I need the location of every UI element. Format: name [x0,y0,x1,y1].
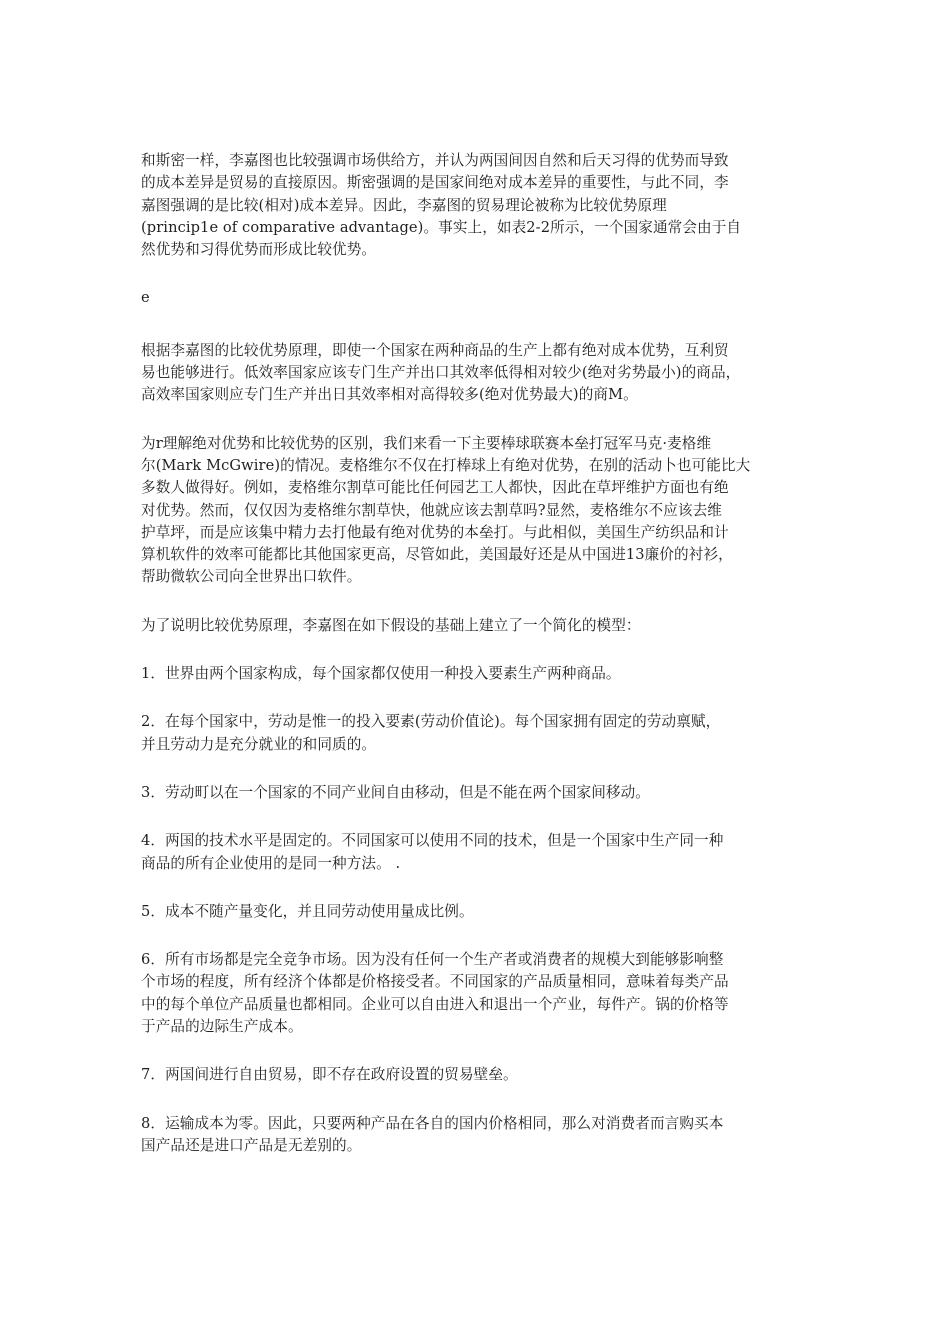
list-item-assumption-6: 6．所有市场都是完全竞争市场。因为没有任何一个生产者或消费者的规模大到能够影响整 个市场的程度，所有经济个体都是价格接受者。不同国家的产品质量相同，意味着每类产品 中的每个单位产品质量也都相同。企业可以自由进入和退出一个产业，每件产。锅的价格等 于产品的边际生产成本。 [141,951,729,1036]
list-item-assumption-2: 2．在每个国家中，劳动是惟一的投入要素(劳动价值论)。每个国家拥有固定的劳动禀赋， 并且劳动力是充分就业的和同质的。 [141,713,721,753]
paragraph-model-intro: 为了说明比较优势原理，李嘉图在如下假设的基础上建立了一个简化的模型： [141,616,641,634]
list-item-assumption-1: 1．世界由两个国家构成，每个国家都仅使用一种投入要素生产两种商品。 [141,665,621,683]
paragraph-ricardo-intro: 和斯密一样，李嘉图也比较强调市场供给方，并认为两国间因自然和后天习得的优势而导致 的成本差异是贸易的直接原因。斯密强调的是国家间绝对成本差异的重要性，与此不同，李 嘉图强调的是比较(相对)成本差异。因此，李嘉图的贸易理论被称为比较优势原理 (princip1e of comparative advantage)。事实上，如表2-2所示，一个国家通常会由于自 然优势和习得优势而形成比较优势。 [141,152,742,259]
list-item-assumption-7: 7．两国间进行自由贸易，即不存在政府设置的贸易壁垒。 [141,1066,518,1084]
list-item-assumption-3: 3．劳动町以在一个国家的不同产业间自由移动，但是不能在两个国家间移动。 [141,783,650,801]
list-item-assumption-4: 4．两国的技术水平是固定的。不同国家可以使用不同的技术，但是一个国家中生产同一种 商品的所有企业使用的是同一种方法。 . [141,832,724,872]
list-item-assumption-8: 8．运输成本为零。因此，只要两种产品在各自的国内价格相同，那么对消费者而言购买本 国产品还是进口产品是无差别的。 [141,1114,724,1154]
list-item-assumption-5: 5．成本不随产量变化，并且同劳动使用量成比例。 [141,902,474,920]
paragraph-stray-char: e [141,289,150,307]
paragraph-mcgwire-example: 为r理解绝对优势和比较优势的区别，我们来看一下主要棒球联赛本垒打冠军马克·麦格维 尔(Mark McGwire)的情况。麦格维尔不仅在打棒球上有绝对优势，在别的活动卜也可能比大 多数人做得好。例如，麦格维尔割草可能比任何园艺工人都快，因此在草坪维护方面也有绝 对优势。然而，仅仅因为麦格维尔割草快，他就应该去割草吗?显然，麦格维尔不应该去维 护草坪，而是应该集中精力去打他最有绝对优势的本垒打。与此相似，美国生产纺织品和计 算机软件的效率可能都比其他国家更高，尽管如此，美国最好还是从中国进13廉价的衬衫， 帮助微软公司向全世界出口软件。 [141,434,751,586]
paragraph-comparative-advantage: 根据李嘉图的比较优势原理，即使一个国家在两种商品的生产上都有绝对成本优势，互利贸 易也能够进行。低效率国家应该专门生产并出口其效率低得相对较少(绝对劣势最小)的商品， 高效率国家则应专门生产并出日其效率相对高得较多(绝对优势最大)的商M。 [141,341,741,404]
document-body [141,150,821,1183]
